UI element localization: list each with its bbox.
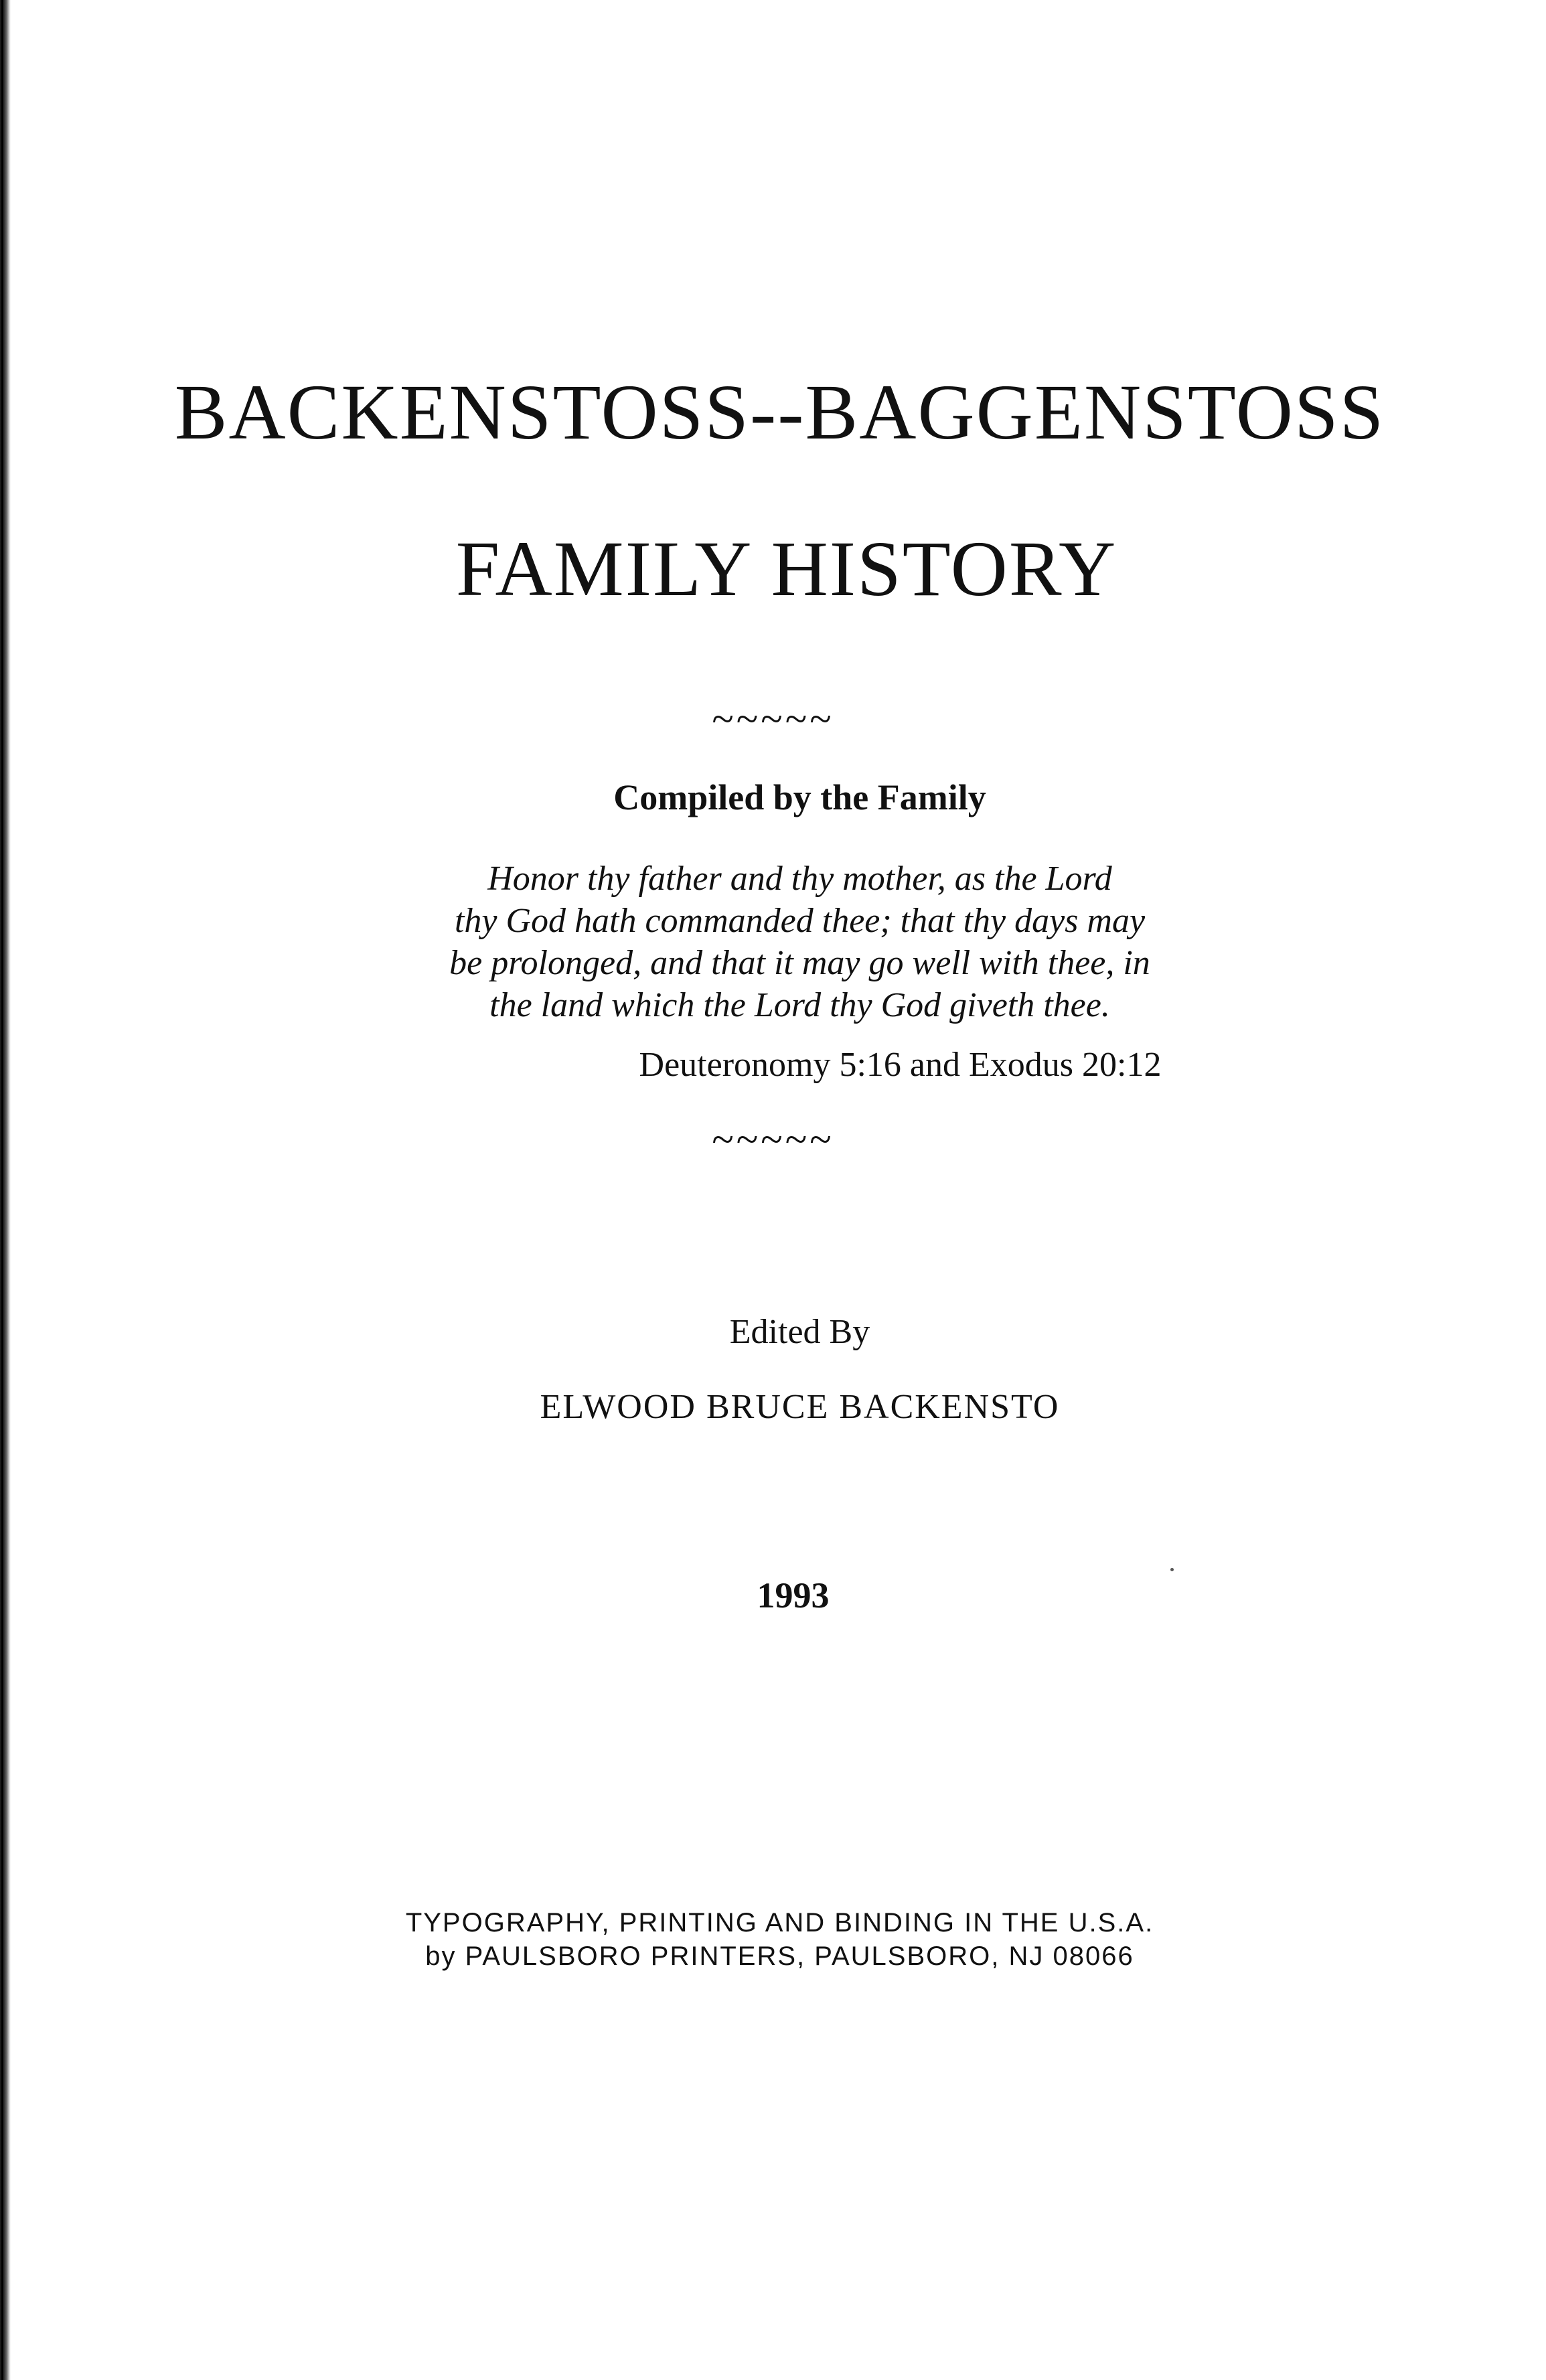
quote-citation: Deuteronomy 5:16 and Exodus 20:12 [639, 1046, 1162, 1084]
book-title-line-2: FAMILY HISTORY [455, 525, 1117, 613]
book-title-line-1: BACKENSTOSS--BAGGENSTOSS [174, 368, 1385, 456]
binding-line [1, 0, 3, 2380]
quote-line-3: be prolonged, and that it may go well with thee, in [449, 944, 1150, 982]
quote-line-1: Honor thy father and thy mother, as the Lord [487, 860, 1112, 898]
publication-year: 1993 [757, 1575, 830, 1615]
ornament-top: ~~~~~ [712, 697, 834, 741]
printer-line-2: by PAULSBORO PRINTERS, PAULSBORO, NJ 08066 [425, 1941, 1134, 1971]
quote-line-4: the land which the Lord thy God giveth thee. [489, 986, 1110, 1024]
ornament-bottom: ~~~~~ [712, 1117, 834, 1162]
quote-line-2: thy God hath commanded thee; that thy days may [454, 902, 1146, 940]
edited-by-label: Edited By [729, 1313, 870, 1351]
compiled-by: Compiled by the Family [613, 777, 986, 817]
scan-speck [1170, 1568, 1174, 1571]
editor-name: ELWOOD BRUCE BACKENSTO [540, 1388, 1060, 1426]
printer-line-1: TYPOGRAPHY, PRINTING AND BINDING IN THE U.S.A. [405, 1908, 1154, 1937]
